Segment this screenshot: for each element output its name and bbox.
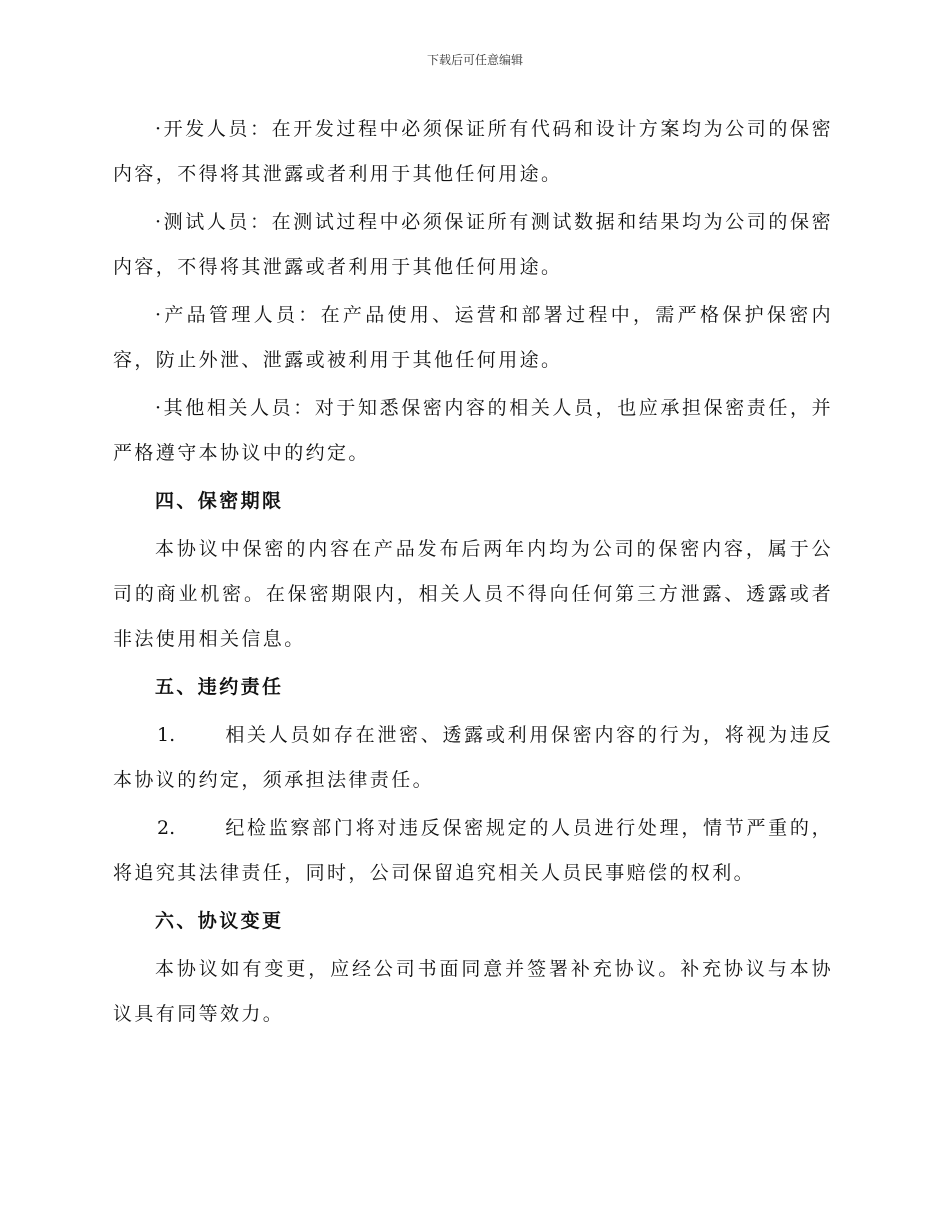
paragraph-product-managers: ·产品管理人员：在产品使用、运营和部署过程中，需严格保护保密内容，防止外泄、泄露或被利用于其他任何用途。 (113, 304, 833, 371)
list-item-text: 纪检监察部门将对违反保密规定的人员进行处理，情节严重的，将追究其法律责任，同时，公司保留追究相关人员民事赔偿的权利。 (113, 817, 833, 884)
paragraph-amendment: 本协议如有变更，应经公司书面同意并签署补充协议。补充协议与本协议具有同等效力。 (113, 958, 833, 1025)
list-number: 1. (157, 724, 176, 746)
section-heading-amendment: 六、协议变更 (155, 910, 284, 932)
list-item-liability-1 (113, 713, 833, 803)
paragraph-developers: ·开发人员：在开发过程中必须保证所有代码和设计方案均为公司的保密内容，不得将其泄露或者利用于其他任何用途。 (113, 118, 833, 185)
document-body (113, 107, 833, 1040)
paragraph-testers: ·测试人员：在测试过程中必须保证所有测试数据和结果均为公司的保密内容，不得将其泄露或者利用于其他任何用途。 (113, 211, 833, 278)
section-heading-liability: 五、违约责任 (155, 676, 284, 698)
paragraph-confidentiality-period: 本协议中保密的内容在产品发布后两年内均为公司的保密内容，属于公司的商业机密。在保密期限内，相关人员不得向任何第三方泄露、透露或者非法使用相关信息。 (113, 538, 833, 650)
list-item-text: 相关人员如存在泄密、透露或利用保密内容的行为，将视为违反本协议的约定，须承担法律责任。 (113, 724, 833, 791)
section-heading-confidentiality-period: 四、保密期限 (155, 490, 284, 512)
list-number: 2. (157, 817, 176, 839)
list-item-liability-2 (113, 806, 833, 896)
page-header: 下载后可任意编辑 (426, 53, 523, 67)
paragraph-other-personnel: ·其他相关人员：对于知悉保密内容的相关人员，也应承担保密责任，并严格遵守本协议中的约定。 (113, 397, 833, 464)
